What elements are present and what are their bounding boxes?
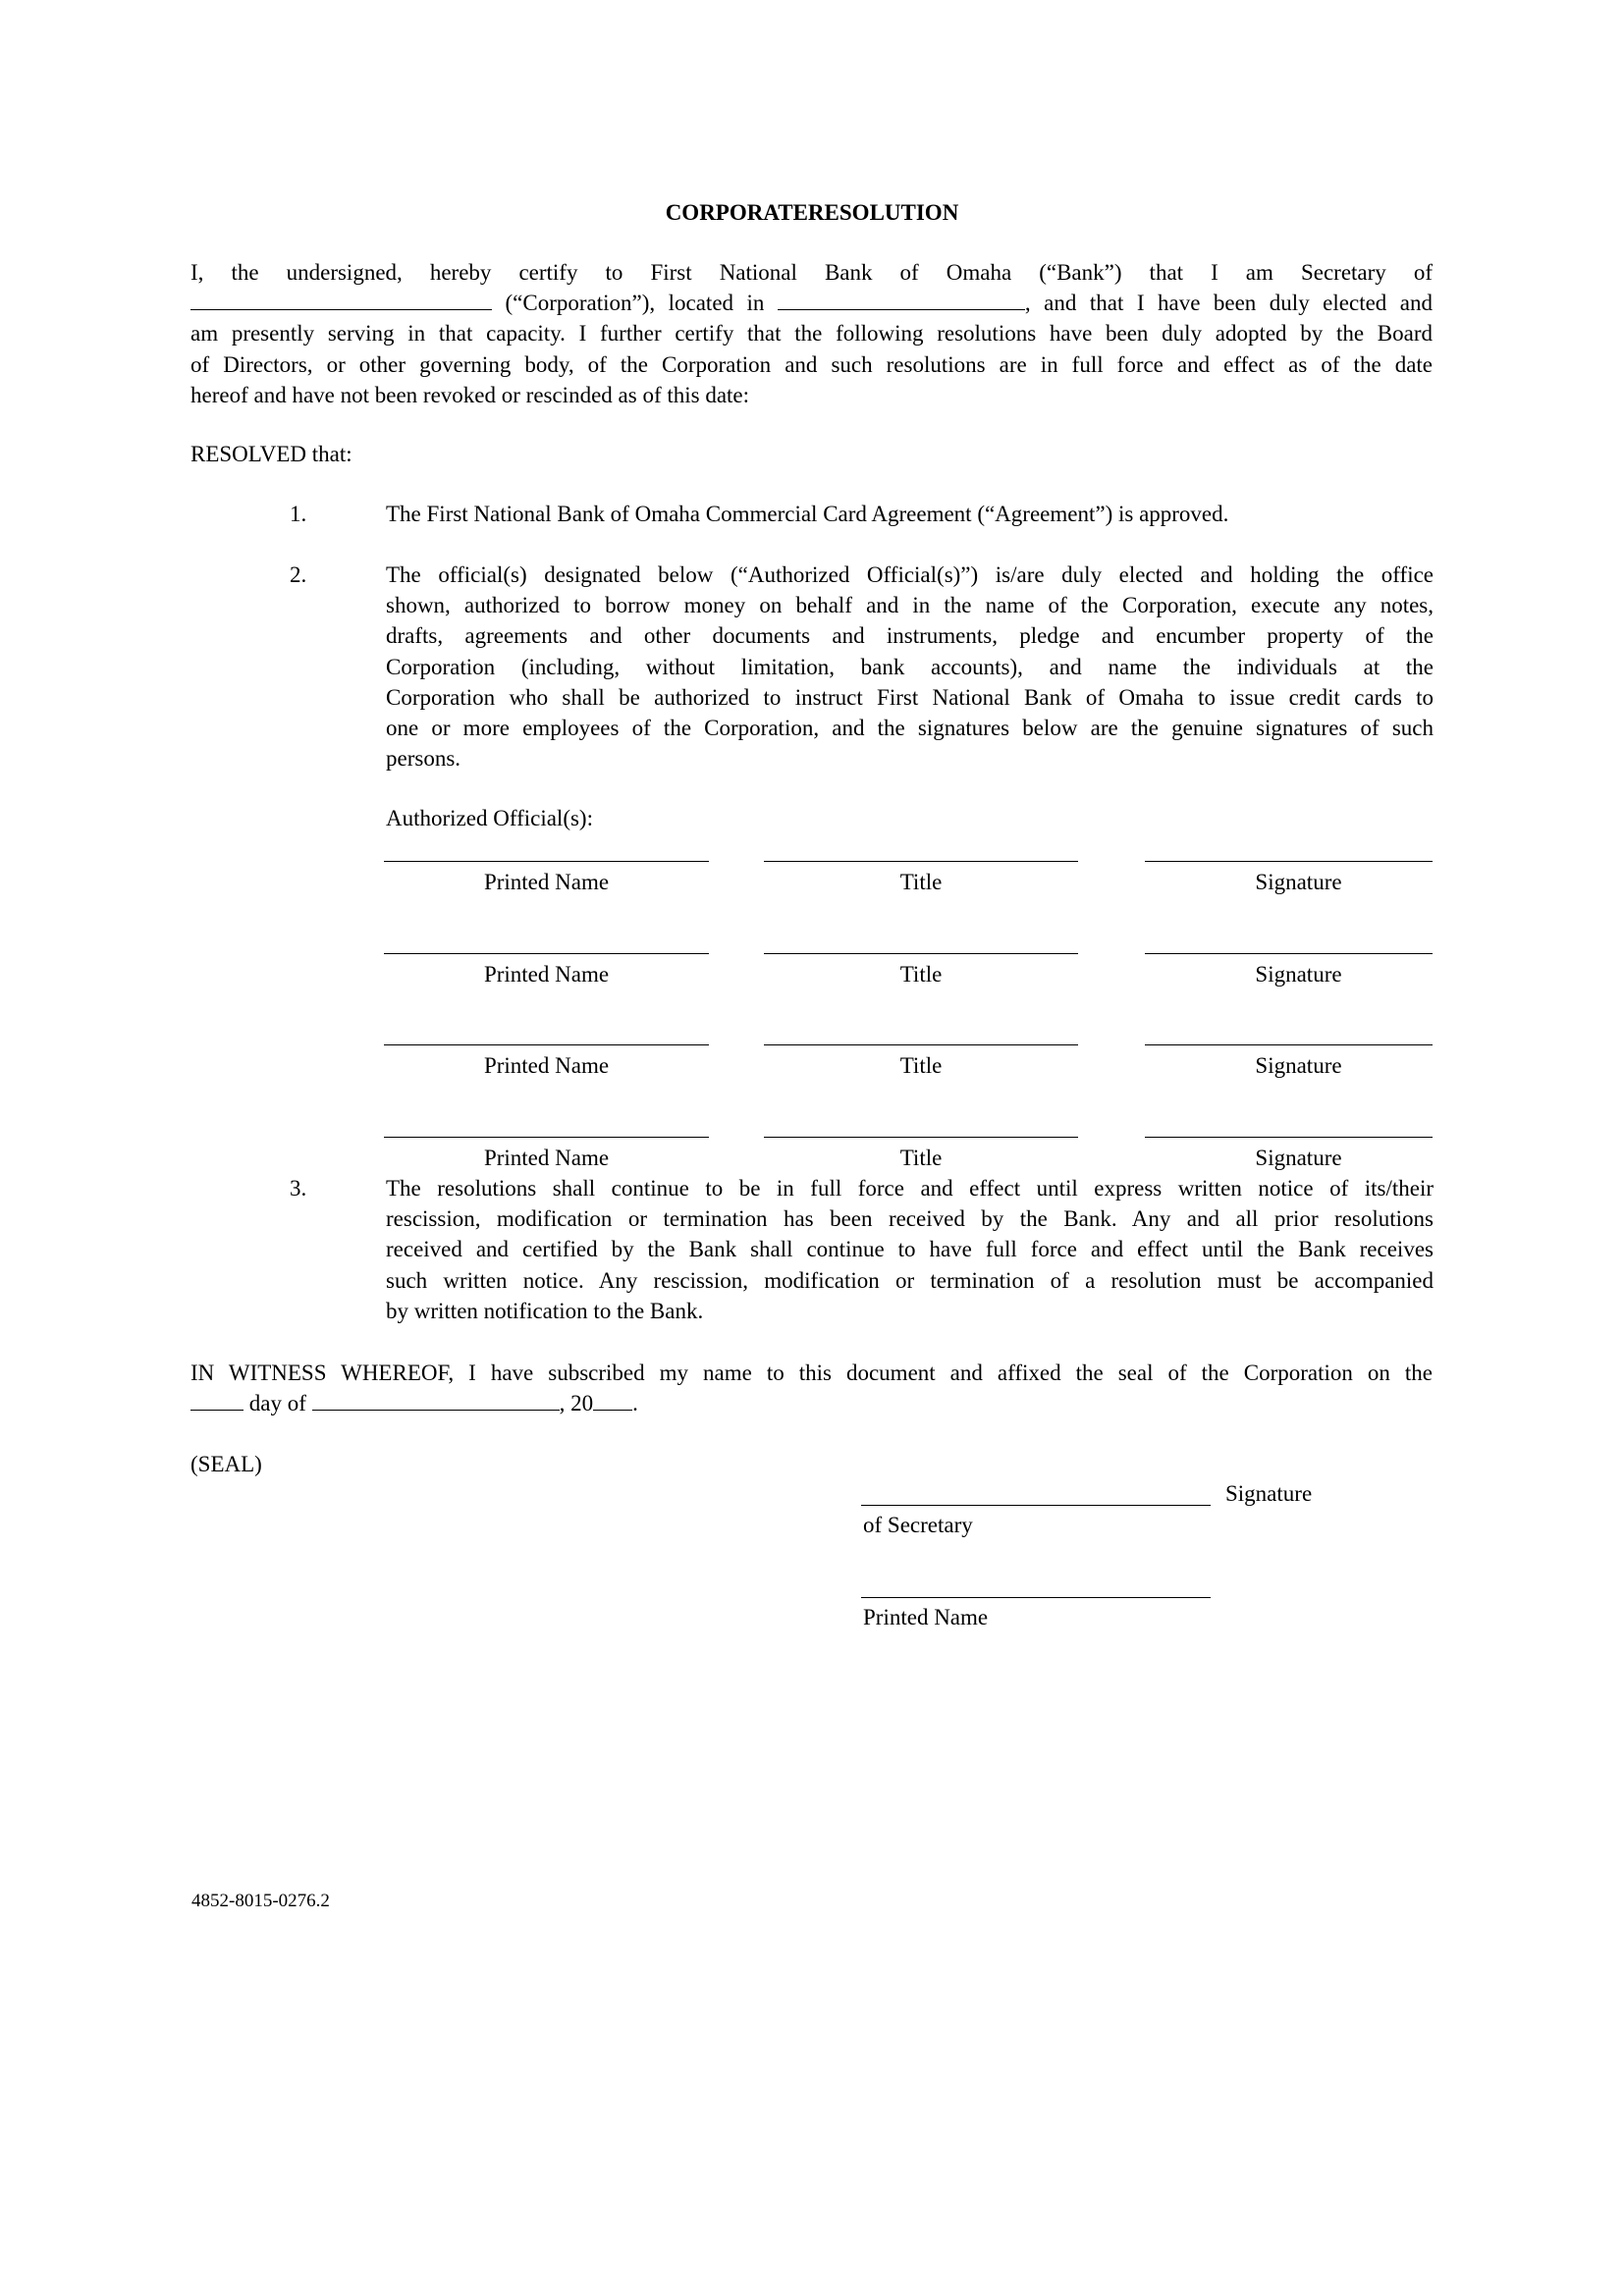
item-3-number: 3. <box>290 1176 307 1201</box>
printed-name-line-1[interactable] <box>384 861 709 862</box>
signature-line-2[interactable] <box>1145 953 1433 954</box>
intro-line-1: I, the undersigned, hereby certify to First National Bank of Omaha (“Bank”) that I am Secretary of <box>190 260 1433 285</box>
item-2-paragraph <box>386 560 1434 774</box>
printed-name-label-1: Printed Name <box>483 870 610 894</box>
item-2-line: persons. <box>386 746 461 772</box>
witness-line-2 <box>190 1388 1433 1418</box>
item-2-line: Corporation who shall be authorized to instruct First National Bank of Omaha to issue credit cards to <box>386 684 1434 710</box>
month-blank[interactable] <box>312 1388 560 1411</box>
title-line-4[interactable] <box>764 1137 1078 1138</box>
footer-document-id: 4852-8015-0276.2 <box>191 1891 330 1911</box>
signature-line-1[interactable] <box>1145 861 1433 862</box>
printed-name-line-4[interactable] <box>384 1137 709 1138</box>
printed-name-line-3[interactable] <box>384 1044 709 1045</box>
item-2-line: one or more employees of the Corporation, and the signatures below are the genuine signatures of such <box>386 715 1434 740</box>
item-2-line: drafts, agreements and other documents and instruments, pledge and encumber property of the <box>386 623 1434 649</box>
signature-label-2: Signature <box>1255 962 1342 987</box>
witness-line-1: IN WITNESS WHEREOF, I have subscribed my name to this document and affixed the seal of the Corporation on the <box>190 1361 1433 1385</box>
secretary-signature-line[interactable] <box>861 1505 1211 1506</box>
corporation-name-blank[interactable] <box>190 288 492 310</box>
title-label-3: Title <box>899 1053 943 1078</box>
intro-line-4: of Directors, or other governing body, of the Corporation and such resolutions are in full force and effect as of the date <box>190 351 1433 377</box>
signature-line-4[interactable] <box>1145 1137 1433 1138</box>
secretary-signature-label-cont: of Secretary <box>863 1513 973 1537</box>
item-2-number: 2. <box>290 562 307 587</box>
title-line-3[interactable] <box>764 1044 1078 1045</box>
witness-end-text: . <box>632 1391 638 1416</box>
witness-paragraph <box>190 1358 1433 1418</box>
intro-paragraph <box>190 257 1433 410</box>
item-2-line: Corporation (including, without limitation, bank accounts), and name the individuals at the <box>386 654 1434 679</box>
item-3-line: The resolutions shall continue to be in full force and effect until express written notice of its/their <box>386 1176 1434 1201</box>
item-1-text: The First National Bank of Omaha Commercial Card Agreement (“Agreement”) is approved. <box>386 502 1229 526</box>
item-2-line: shown, authorized to borrow money on behalf and in the name of the Corporation, execute any notes, <box>386 593 1434 618</box>
authorized-officials-label: Authorized Official(s): <box>386 806 593 830</box>
item-1-number: 1. <box>290 502 307 526</box>
printed-name-label-4: Printed Name <box>483 1146 610 1170</box>
signature-label-3: Signature <box>1255 1053 1342 1078</box>
item-3-line: rescission, modification or termination has been received by the Bank. Any and all prior resolutions <box>386 1206 1434 1232</box>
item-3-line: by written notification to the Bank. <box>386 1298 704 1323</box>
year-blank[interactable] <box>593 1388 632 1411</box>
secretary-printed-name-line[interactable] <box>861 1597 1211 1598</box>
title-line-2[interactable] <box>764 953 1078 954</box>
title-label-2: Title <box>899 962 943 987</box>
day-of-text: day of <box>244 1391 312 1416</box>
intro-line-5: hereof and have not been revoked or rescinded as of this date: <box>190 382 750 407</box>
intro-line-2-text-b: , and that I have been duly elected and <box>1024 291 1433 316</box>
item-3-paragraph <box>386 1173 1434 1326</box>
intro-line-2-text-a: (“Corporation”), located in <box>492 291 778 316</box>
title-label-1: Title <box>899 870 943 894</box>
document-title: CORPORATERESOLUTION <box>665 200 959 225</box>
title-label-4: Title <box>899 1146 943 1170</box>
signature-label-1: Signature <box>1255 870 1342 894</box>
signature-line-3[interactable] <box>1145 1044 1433 1045</box>
location-blank[interactable] <box>778 288 1025 310</box>
day-blank[interactable] <box>190 1388 244 1411</box>
secretary-printed-name-label: Printed Name <box>863 1605 989 1629</box>
item-2-line: The official(s) designated below (“Authorized Official(s)”) is/are duly elected and holding the office <box>386 562 1434 587</box>
seal-label: (SEAL) <box>190 1452 262 1476</box>
title-line-1[interactable] <box>764 861 1078 862</box>
printed-name-line-2[interactable] <box>384 953 709 954</box>
printed-name-label-2: Printed Name <box>483 962 610 987</box>
resolved-label: RESOLVED that: <box>190 442 352 466</box>
signature-label-4: Signature <box>1255 1146 1342 1170</box>
intro-line-3: am presently serving in that capacity. I further certify that the following resolutions have been duly adopted by the Board <box>190 321 1433 347</box>
printed-name-label-3: Printed Name <box>483 1053 610 1078</box>
year-prefix-text: , 20 <box>559 1391 594 1416</box>
secretary-signature-label: Signature <box>1225 1481 1313 1506</box>
item-3-line: received and certified by the Bank shall continue to have full force and effect until the Bank receives <box>386 1237 1434 1262</box>
item-3-line: such written notice. Any rescission, modification or termination of a resolution must be accompanied <box>386 1267 1434 1293</box>
intro-line-2 <box>190 288 1433 318</box>
